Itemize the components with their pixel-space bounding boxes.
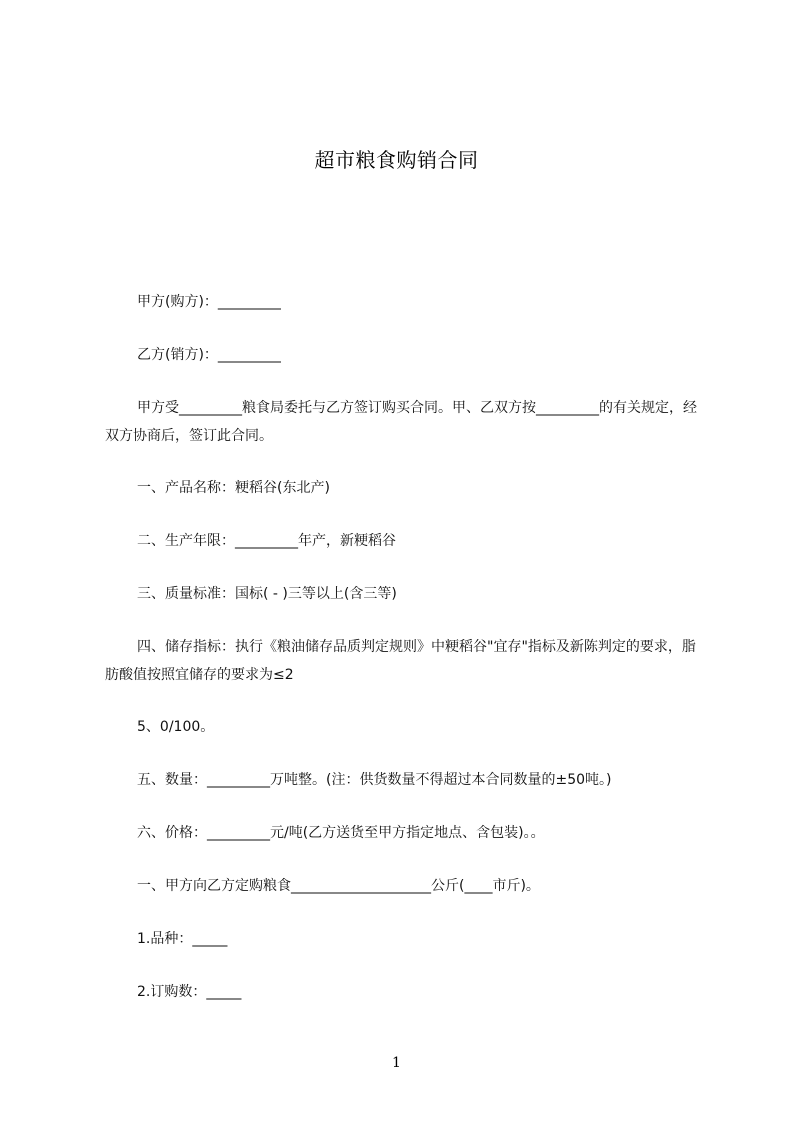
clause-order-grain: 一、甲方向乙方定购粮食____________________公斤(____市斤)。 — [137, 878, 540, 894]
item-order-quantity: 2.订购数：_____ — [137, 984, 242, 1000]
clause-quality-standard: 三、质量标准：国标( - )三等以上(含三等) — [137, 586, 397, 602]
clause-storage-index-continued: 5、0/100。 — [137, 719, 215, 735]
item-variety: 1.品种：_____ — [137, 931, 228, 947]
clause-quantity: 五、数量：_________万吨整。(注：供货数量不得超过本合同数量的±50吨。) — [137, 772, 612, 788]
clause-production-year: 二、生产年限：_________年产，新粳稻谷 — [137, 533, 396, 549]
clause-product-name: 一、产品名称：粳稻谷(东北产) — [137, 480, 330, 496]
party-a-line: 甲方(购方)：_________ — [137, 294, 281, 310]
page-number: 1 — [392, 1055, 401, 1071]
preamble-paragraph: 甲方受_________粮食局委托与乙方签订购买合同。甲、乙双方按_________的有关规定，经双方协商后，签订此合同。 — [105, 400, 697, 444]
clause-storage-index: 四、储存指标：执行《粮油储存品质判定规则》中粳稻谷"宜存"指标及新陈判定的要求，脂肪酸值按照宜储存的要求为≤2 — [105, 639, 696, 683]
document-title: 超市粮食购销合同 — [314, 148, 479, 172]
party-b-line: 乙方(销方)：_________ — [137, 347, 281, 363]
clause-price: 六、价格：_________元/吨(乙方送货至甲方指定地点、含包装)。。 — [137, 825, 545, 841]
